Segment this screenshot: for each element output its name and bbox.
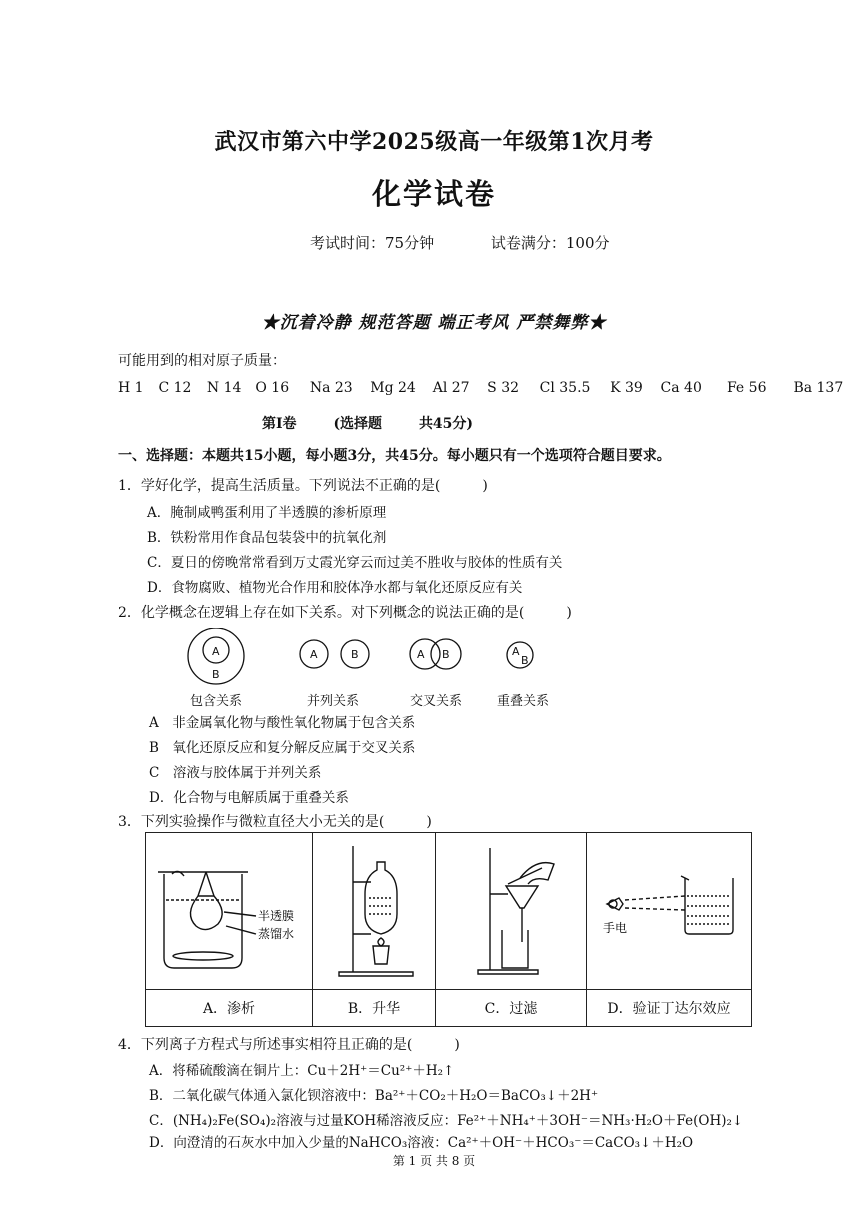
intersect-label-b: B (442, 648, 450, 661)
q1-option-b: B．铁粉常用作食品包装袋中的抗氧化剂 (147, 530, 387, 546)
mass-item: Al 27 (432, 380, 470, 396)
mass-item: Fe 56 (726, 380, 767, 396)
containment-outer-label: B (212, 668, 220, 681)
diagram-label-parallel: 并列关系 (307, 694, 360, 709)
masses-list (118, 380, 843, 396)
label-flashlight: 手电 (603, 921, 628, 935)
exam-info (310, 232, 662, 253)
tyndall-apparatus (589, 834, 749, 984)
caption-filtration: C．过滤 (436, 990, 587, 1027)
overlap-label-a: A (512, 645, 520, 658)
light-beam (625, 896, 685, 910)
label-membrane: 半透膜 (258, 909, 295, 923)
q4-option-c: C．(NH₄)₂Fe(SO₄)₂溶液与过量KOH稀溶液反应：Fe²⁺＋NH₄⁺＋3OH⁻＝NH₃·H₂O＋Fe(OH)₂↓ (149, 1113, 744, 1129)
mass-item: S 32 (487, 380, 520, 396)
mass-item: Ba 137 (793, 380, 844, 396)
q2-option-b: B 氧化还原反应和复分解反应属于交叉关系 (149, 740, 416, 756)
q2-option-d: D．化合物与电解质属于重叠关系 (149, 790, 349, 806)
mass-item: H 1 (118, 380, 144, 396)
section-part: 第Ⅰ卷 (262, 416, 297, 432)
exam-title: 武汉市第六中学2025级高一年级第1次月考 (214, 129, 654, 155)
exam-score: 试卷满分：100分 (490, 234, 610, 252)
page-number: 第 1 页 共 8 页 (392, 1154, 476, 1168)
q2-option-a: A 非金属氧化物与酸性氧化物属于包含关系 (149, 715, 416, 731)
q2-stem: 2．化学概念在逻辑上存在如下关系。对下列概念的说法正确的是( ) (118, 605, 572, 621)
water-pointer (226, 926, 256, 934)
mass-item: C 12 (158, 380, 192, 396)
parallel-label-a: A (310, 648, 318, 661)
q3-stem: 3．下列实验操作与微粒直径大小无关的是( ) (118, 814, 432, 830)
membrane-pointer (224, 912, 256, 916)
q3-cell-dialysis (146, 833, 313, 990)
mass-item: Na 23 (309, 380, 353, 396)
q1-stem: 1．学好化学，提高生活质量。下列说法不正确的是( ) (118, 478, 488, 494)
q3-cell-sublimation (313, 833, 436, 990)
diagram-label-intersect: 交叉关系 (410, 694, 463, 709)
exam-time: 考试时间：75分钟 (310, 234, 435, 252)
q3-cell-filtration (436, 833, 587, 990)
section-instruction: 一、选择题：本题共15小题，每小题3分，共45分。每小题只有一个选项符合题目要求。 (118, 448, 671, 464)
membrane-bag (190, 896, 222, 930)
pouring-beaker (520, 863, 554, 884)
diagram-label-overlap: 重叠关系 (497, 694, 550, 709)
section-header (262, 413, 505, 433)
parallel-label-b: B (351, 648, 359, 661)
mass-item: Mg 24 (370, 380, 416, 396)
overlap-circle (507, 642, 533, 668)
mass-item: O 16 (255, 380, 290, 396)
q1-option-d: D．食物腐败、植物光合作用和胶体净水都与氧化还原反应有关 (147, 580, 523, 596)
q3-apparatus-table (145, 832, 752, 1027)
exam-subject: 化学试卷 (371, 177, 496, 211)
caption-dialysis: A．渗析 (146, 990, 313, 1027)
q4-option-d: D．向澄清的石灰水中加入少量的NaHCO₃溶液：Ca²⁺＋OH⁻＋HCO₃⁻＝CaCO₃↓＋H₂O (149, 1135, 694, 1151)
q3-cell-tyndall (587, 833, 752, 990)
exam-slogan: ★沉着冷静 规范答题 端正考风 严禁舞弊★ (261, 313, 607, 333)
caption-tyndall: D．验证丁达尔效应 (587, 990, 752, 1027)
q1-option-c: C．夏日的傍晚常常看到万丈霞光穿云而过美不胜收与胶体的性质有关 (147, 555, 563, 571)
diagram-label-containment: 包含关系 (190, 694, 243, 709)
q1-option-a: A．腌制咸鸭蛋利用了半透膜的渗析原理 (147, 505, 387, 521)
mass-item: N 14 (206, 380, 242, 396)
containment-inner-label: A (212, 645, 220, 658)
stand-base (339, 972, 413, 976)
section-total: 共45分) (418, 416, 474, 432)
funnel (506, 886, 538, 908)
q4-stem: 4．下列离子方程式与所述事实相符且正确的是( ) (118, 1037, 460, 1053)
stand-base (478, 970, 538, 974)
q2-option-c: C 溶液与胶体属于并列关系 (149, 765, 322, 781)
section-type: (选择题 (333, 416, 383, 432)
q2-relation-diagrams (180, 628, 580, 690)
q4-option-a: A．将稀硫酸滴在铜片上：Cu＋2H⁺＝Cu²⁺＋H₂↑ (149, 1063, 455, 1079)
mass-item: K 39 (610, 380, 643, 396)
beaker (681, 876, 733, 934)
intersect-label-a: A (417, 648, 425, 661)
label-water: 蒸馏水 (258, 927, 295, 941)
dialysis-apparatus (148, 834, 310, 984)
caption-sublimation: B．升华 (313, 990, 436, 1027)
q4-option-b: B．二氧化碳气体通入氯化钡溶液中：Ba²⁺＋CO₂＋H₂O＝BaCO₃↓＋2H⁺ (149, 1088, 599, 1104)
mass-item: Ca 40 (660, 380, 702, 396)
masses-intro: 可能用到的相对原子质量： (118, 353, 286, 369)
mass-item: Cl 35.5 (539, 380, 591, 396)
burner (373, 946, 389, 964)
overlap-label-b: B (521, 654, 529, 667)
sublimation-apparatus (315, 834, 433, 984)
filtration-apparatus (438, 834, 584, 984)
receiving-beaker (502, 930, 528, 968)
